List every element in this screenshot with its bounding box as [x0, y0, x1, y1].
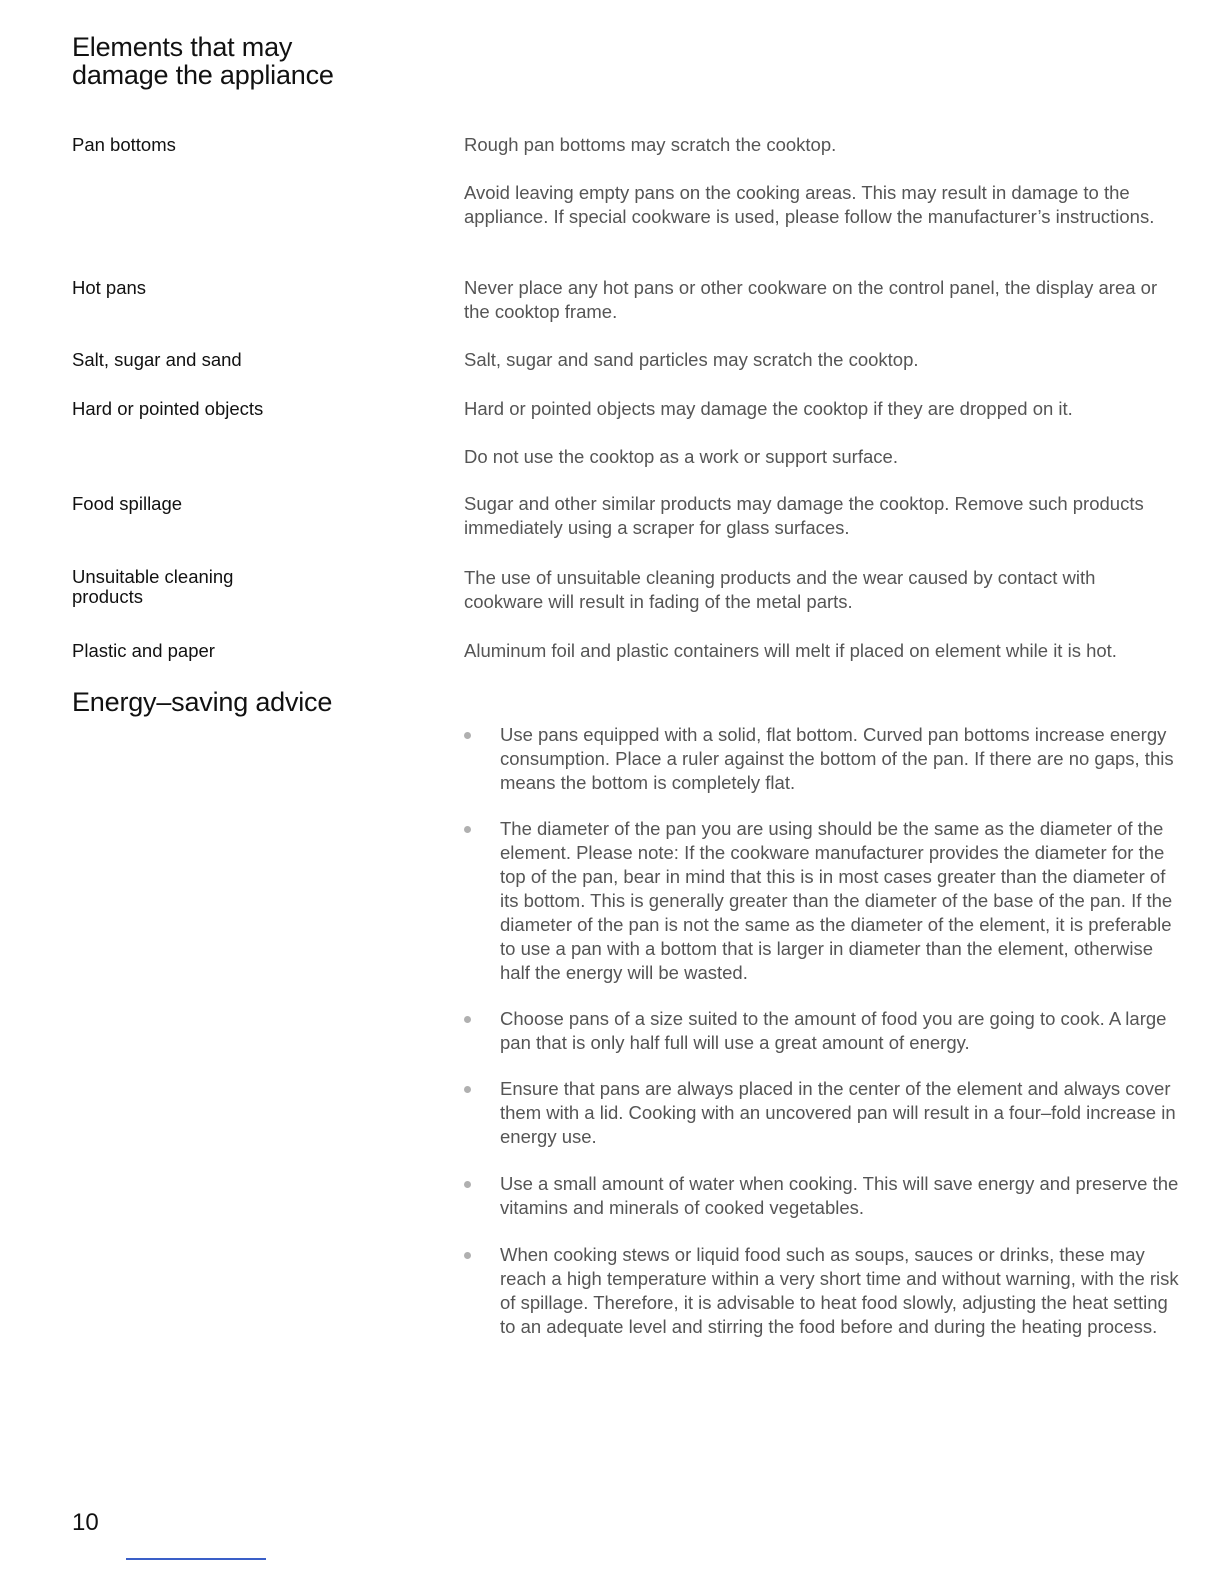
bullet-item-4 — [464, 1077, 1184, 1149]
label-line-1: Unsuitable cleaning — [72, 566, 234, 587]
label-hot-pans: Hot pans — [72, 277, 147, 298]
desc-hard-pointed-2 — [464, 445, 1184, 469]
desc-food-spillage — [464, 492, 1184, 540]
desc-text: Rough pan bottoms may scratch the cooktop. — [464, 134, 837, 155]
bullet-text: The diameter of the pan you are using should be the same as the diameter of the element. Please note: If the cookware manufacturer provides the diameter for the top of the pan, bear in mind that this is in most cases greater than the diameter of its bottom. This is generally greater than the diameter of the base of the pan. If the diameter of the pan is not the same as the diameter of the element, it is preferable to use a pan with a bottom that is larger in diameter than the element, otherwise half the energy will be wasted. — [500, 818, 1173, 983]
desc-text: Hard or pointed objects may damage the cooktop if they are dropped on it. — [464, 398, 1073, 419]
label-hard-pointed-objects: Hard or pointed objects — [72, 398, 264, 419]
desc-text: Aluminum foil and plastic containers will melt if placed on element while it is hot. — [464, 640, 1117, 661]
bullet-item-3 — [464, 1007, 1184, 1055]
title-line-2: damage the appliance — [72, 60, 334, 90]
bullet-dot-icon — [464, 1181, 471, 1188]
desc-text: Salt, sugar and sand particles may scratch the cooktop. — [464, 349, 919, 370]
bullet-dot-icon — [464, 1086, 471, 1093]
footer-divider — [126, 1558, 266, 1560]
label-food-spillage: Food spillage — [72, 493, 183, 514]
desc-text: Avoid leaving empty pans on the cooking areas. This may result in damage to the appliance. If special cookware is used, please follow the manufacturer’s instructions. — [464, 182, 1155, 227]
label-unsuitable-cleaning — [72, 567, 372, 607]
bullet-text: Use a small amount of water when cooking. This will save energy and preserve the vitamins and minerals of cooked vegetables. — [500, 1173, 1179, 1218]
desc-text: Do not use the cooktop as a work or support surface. — [464, 446, 898, 467]
desc-text: The use of unsuitable cleaning products and the wear caused by contact with cookware will result in fading of the metal parts. — [464, 567, 1096, 612]
desc-salt-sugar-sand — [464, 348, 1184, 372]
desc-hard-pointed-1 — [464, 397, 1184, 421]
label-line-2: products — [72, 586, 143, 607]
desc-pan-bottoms-1 — [464, 133, 1184, 157]
section-title-energy-saving: Energy–saving advice — [72, 687, 333, 717]
bullet-item-5 — [464, 1172, 1184, 1220]
desc-pan-bottoms-2 — [464, 181, 1164, 229]
bullet-dot-icon — [464, 826, 471, 833]
bullet-text: Choose pans of a size suited to the amount of food you are going to cook. A large pan that is only half full will use a great amount of energy. — [500, 1008, 1167, 1053]
desc-text: Never place any hot pans or other cookware on the control panel, the display area or the cooktop frame. — [464, 277, 1158, 322]
page-number: 10 — [72, 1509, 99, 1536]
bullet-item-2 — [464, 817, 1184, 985]
bullet-dot-icon — [464, 1016, 471, 1023]
bullet-item-6 — [464, 1243, 1184, 1339]
section-title-elements-damage — [72, 33, 334, 89]
desc-plastic-paper — [464, 639, 1184, 663]
label-pan-bottoms: Pan bottoms — [72, 134, 176, 155]
bullet-text: Ensure that pans are always placed in the center of the element and always cover them with a lid. Cooking with an uncovered pan will result in a four–fold increase in energy use. — [500, 1078, 1176, 1147]
title-line-1: Elements that may — [72, 32, 293, 62]
desc-unsuitable-cleaning — [464, 566, 1144, 614]
bullet-item-1 — [464, 723, 1184, 795]
desc-text: Sugar and other similar products may damage the cooktop. Remove such products immediately using a scraper for glass surfaces. — [464, 493, 1144, 538]
label-salt-sugar-sand: Salt, sugar and sand — [72, 349, 242, 370]
bullet-dot-icon — [464, 732, 471, 739]
bullet-dot-icon — [464, 1252, 471, 1259]
desc-hot-pans — [464, 276, 1169, 324]
bullet-text: When cooking stews or liquid food such as soups, sauces or drinks, these may reach a high temperature within a very short time and without warning, with the risk of spillage. Therefore, it is advisable to heat food slowly, adjusting the heat setting to an adequate level and stirring the food before and during the heating process. — [500, 1244, 1179, 1337]
label-plastic-paper: Plastic and paper — [72, 640, 215, 661]
bullet-text: Use pans equipped with a solid, flat bottom. Curved pan bottoms increase energy consumption. Place a ruler against the bottom of the pan. If there are no gaps, this means the bottom is completely flat. — [500, 724, 1174, 793]
